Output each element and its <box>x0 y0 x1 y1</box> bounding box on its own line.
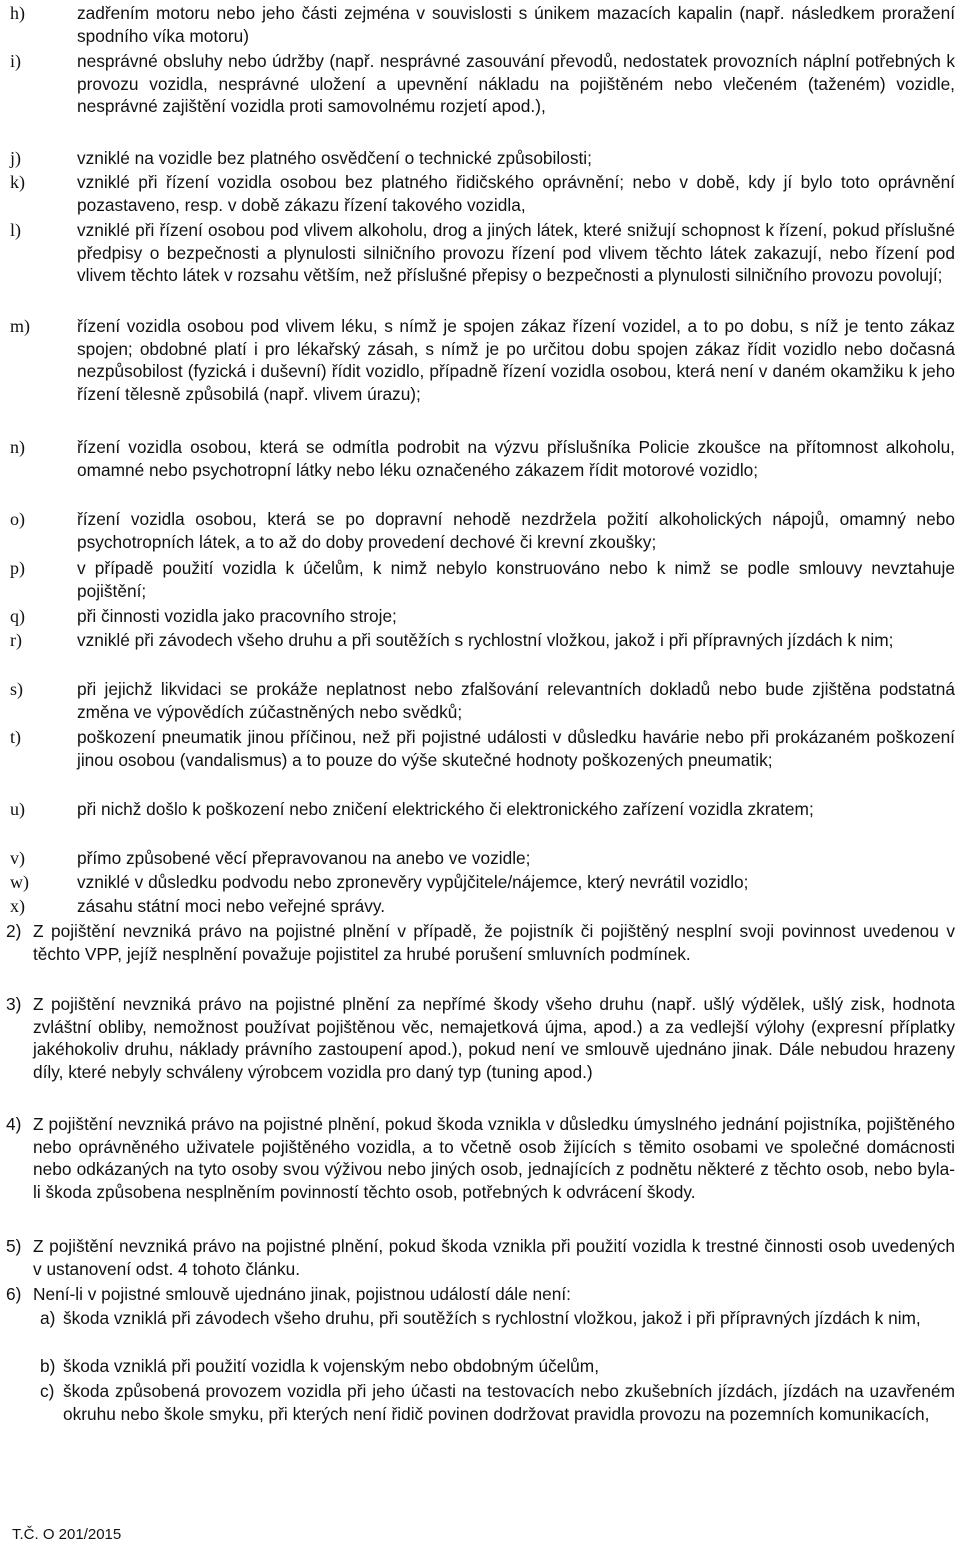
paragraph-text: Z pojištění nevzniká právo na pojistné plnění v případě, že pojistník či pojištěný nesplní svoji povinnost uvedenou v těchto VPP, jejíž nesplnění považuje pojistitel za hrubé porušení smluvních podmínek. <box>33 921 955 964</box>
list-label: x) <box>10 896 25 916</box>
list-text: řízení vozidla osobou, která se odmítla podrobit na výzvu příslušníka Policie zkoušce na přítomnost alkoholu, omamné nebo psychotropní látky nebo léku označeného zákazem řídit motorové vozidlo; <box>77 437 955 480</box>
list-label: k) <box>10 172 25 192</box>
list-text: vzniklé při závodech všeho druhu a při soutěžích s rychlostní vložkou, jakož i při přípravných jízdách k nim; <box>77 630 894 650</box>
paragraph-text: Z pojištění nevzniká právo na pojistné plnění za nepřímé škody všeho druhu (např. ušlý výdělek, ušlý zisk, hodnota zvláštní obliby, nemožnost používat pojištěnou věc, nemajetková újma, apod.) a za vedlejší výlohy (expresní příplatky jakéhokoliv druhu, náklady právního zastoupení apod.), pokud není ve smlouvě ujednáno jinak. Dále nebudou hrazeny díly, které nebyly schváleny výrobcem vozidla pro daný typ (tuning apod.) <box>33 994 955 1082</box>
list-text: přímo způsobené věcí přepravovanou na anebo ve vozidle; <box>77 848 531 868</box>
list-text: vzniklé na vozidle bez platného osvědčení o technické způsobilosti; <box>77 148 592 168</box>
list-label: q) <box>10 606 25 626</box>
paragraph-number: 2) <box>6 921 22 941</box>
list-text: řízení vozidla osobou pod vlivem léku, s nímž je spojen zákaz řízení vozidel, a to po dobu, s níž je tento zákaz spojen; obdobné platí i pro lékařský zásah, s nímž je po určitou dobu spojen zákaz řídit vozidlo nebo dočasná nezpůsobilost (fyzická i duševní) řídit vozidlo, případně řízení vozidla osobou, která není v daném okamžiku k jeho řízení tělesně způsobilá (např. vlivem úrazu); <box>77 316 955 404</box>
sub-list-label: a) <box>40 1308 56 1328</box>
list-text: zadřením motoru nebo jeho části zejména v souvislosti s únikem mazacích kapalin (např. následkem proražení spodního víka motoru) <box>77 3 955 46</box>
list-text: nesprávné obsluhy nebo údržby (např. nesprávné zasouvání převodů, nedostatek provozních náplní potřebných k provozu vozidla, nesprávné uložení a upevnění nákladu na pojištěném nebo vlečeném (taženém) vozidle, nesprávné zajištění vozidla proti samovolnému rozjetí apod.), <box>77 51 955 117</box>
list-text: v případě použití vozidla k účelům, k nimž nebylo konstruováno nebo k nimž se podle smlouvy nevztahuje pojištění; <box>77 558 955 601</box>
list-label: u) <box>10 799 25 819</box>
list-label: v) <box>10 848 25 868</box>
list-text: při jejichž likvidaci se prokáže neplatnost nebo zfalšování relevantních dokladů nebo bude zjištěna podstatná změna ve výpovědích zúčastněných nebo svědků; <box>77 679 955 722</box>
sub-list-label: b) <box>40 1356 56 1376</box>
list-text: zásahu státní moci nebo veřejné správy. <box>77 896 386 916</box>
list-text: vzniklé při řízení osobou pod vlivem alkoholu, drog a jiných látek, které snižují schopnost k řízení, pokud příslušné předpisy o bezpečnosti a plynulosti silničního provozu řízení pod vlivem těchto látek zakazují, nebo řízení pod vlivem těchto látek v rozsahu větším, než příslušné přepisy o bezpečnosti a plynulosti silničního provozu povolují; <box>77 220 955 286</box>
list-label: p) <box>10 558 25 578</box>
list-label: j) <box>10 148 21 168</box>
list-text: poškození pneumatik jinou příčinou, než při pojistné události v důsledku havárie nebo při prokázaném poškození jinou osobou (vandalismus) a to pouze do výše skutečné hodnoty poškozených pneumatik; <box>77 727 955 770</box>
list-label: s) <box>10 679 23 699</box>
list-text: vzniklé v důsledku podvodu nebo zpronevěry vypůjčitele/nájemce, který nevrátil vozidlo; <box>77 872 749 892</box>
document-code-footer: T.Č. O 201/2015 <box>12 1526 122 1543</box>
paragraph-number: 4) <box>6 1114 22 1134</box>
list-text: při nichž došlo k poškození nebo zničení elektrického či elektronického zařízení vozidla zkratem; <box>77 799 814 819</box>
list-label: m) <box>10 316 30 336</box>
sub-list-text: škoda způsobená provozem vozidla při jeho účasti na testovacích nebo zkušebních jízdách, jízdách na uzavřeném okruhu nebo škole smyku, při kterých není řidič povinen dodržovat pravidla provozu na pozemních komunikacích, <box>63 1381 955 1424</box>
paragraph-number: 6) <box>6 1284 22 1304</box>
list-label: o) <box>10 509 25 529</box>
paragraph-number: 3) <box>6 994 22 1014</box>
sub-list-text: škoda vzniklá při závodech všeho druhu, při soutěžích s rychlostní vložkou, jakož i při přípravných jízdách k nim, <box>63 1308 921 1328</box>
list-label: n) <box>10 437 25 457</box>
sub-list-label: c) <box>40 1381 55 1401</box>
list-text: při činnosti vozidla jako pracovního stroje; <box>77 606 397 626</box>
list-text: řízení vozidla osobou, která se po dopravní nehodě nezdržela požití alkoholických nápojů, omamný nebo psychotropních látek, a to až do doby provedení dechové či krevní zkoušky; <box>77 509 955 552</box>
list-label: w) <box>10 872 29 892</box>
paragraph-text: Z pojištění nevzniká právo na pojistné plnění, pokud škoda vznikla v důsledku úmyslného jednání pojistníka, pojištěného nebo oprávněného uživatele pojištěného vozidla, a to včetně osob žijících s těmito osobami ve společné domácnosti nebo odkázaných na tyto osoby svou výživou nebo jiných osob, jednajících z podnětu některé z těchto osob, nebo byla-li škoda způsobena nesplněním povinností těchto osob, potřebných k odvrácení škody. <box>33 1114 955 1202</box>
list-label: l) <box>10 220 21 240</box>
list-label: t) <box>10 727 21 747</box>
sub-list-text: škoda vzniklá při použití vozidla k vojenským nebo obdobným účelům, <box>63 1356 599 1376</box>
list-label: r) <box>10 630 22 650</box>
paragraph-text: Není-li v pojistné smlouvě ujednáno jinak, pojistnou událostí dále není: <box>33 1284 571 1304</box>
paragraph-text: Z pojištění nevzniká právo na pojistné plnění, pokud škoda vznikla při použití vozidla k trestné činnosti osob uvedených v ustanovení odst. 4 tohoto článku. <box>33 1236 955 1279</box>
list-label: i) <box>10 51 21 71</box>
paragraph-number: 5) <box>6 1236 22 1256</box>
list-text: vzniklé při řízení vozidla osobou bez platného řidičského oprávnění; nebo v době, kdy jí bylo toto oprávnění pozastaveno, resp. v době zákazu řízení takového vozidla, <box>77 172 955 215</box>
list-label: h) <box>10 3 25 23</box>
